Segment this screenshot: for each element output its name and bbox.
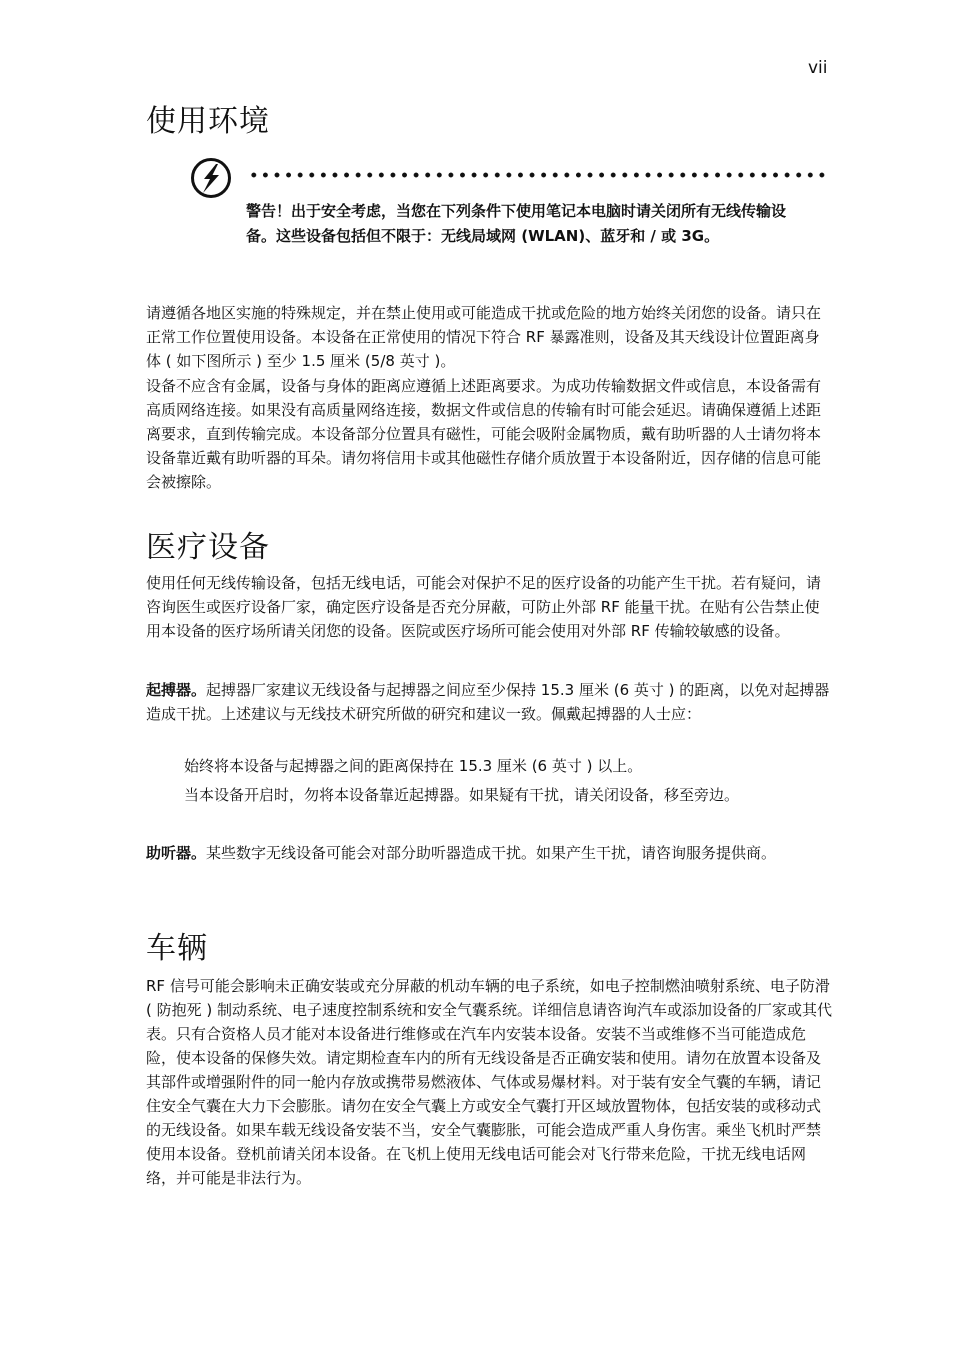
vehicles-paragraph-1: RF 信号可能会影响未正确安装或充分屏蔽的机动车辆的电子系统，如电子控制燃油喷射系统、电子防滑 ( 防抱死 ) 制动系统、电子速度控制系统和安全气囊系统。详细信息请咨询汽车或添加设备的厂家或其代表。只有合资格人员才能对本设备进行维修或在汽车内安装本设备。安装不当或维修不当可能造成危险，使本设备的保修失效。请定期检查车内的所有无线设备是否正确安装和使用。请勿在放置本设备及其部件或增强附件的同一舱内存放或携带易燃液体、气体或易爆材料。对于装有安全气囊的车辆，请记住安全气囊在大力下会膨胀。请勿在安全气囊上方或安全气囊打开区域放置物体，包括安装的或移动式的无线设备。如果车载无线设备安装不当，安全气囊膨胀，可能会造成严重人身伤害。乘坐飞机时严禁使用本设备。登机前请关闭本设备。在飞机上使用无线电话可能会对飞行带来危险，干扰无线电话网络，并可能是非法行为。 [146,977,833,1187]
environment-paragraph-2: 设备不应含有金属，设备与身体的距离应遵循上述距离要求。为成功传输数据文件或信息，本设备需有高质网络连接。如果没有高质量网络连接，数据文件或信息的传输有时可能会延迟。请确保遵循上述距离要求，直到传输完成。本设备部分位置具有磁性，可能会吸附金属物质，戴有助听器的人士请勿将本设备靠近戴有助听器的耳朵。请勿将信用卡或其他磁性存储介质放置于本设备附近，因存储的信息可能会被擦除。 [146,377,822,491]
warning-text: 警告！出于安全考虑，当您在下列条件下使用笔记本电脑时请关闭所有无线传输设备。这些设备包括但不限于：无线局域网 (WLAN)、蓝牙和 / 或 3G。 [246,202,787,245]
hearing-aid-text: 某些数字无线设备可能会对部分助听器造成干扰。如果产生干扰，请咨询服务提供商。 [206,844,777,862]
page-number: vii [808,58,828,78]
section-title-environment: 使用环境 [146,104,270,139]
section-title-medical: 医疗设备 [146,530,270,565]
pacemaker-bullet-2: 当本设备开启时，勿将本设备靠近起搏器。如果疑有干扰，请关闭设备，移至旁边。 [184,786,740,804]
environment-paragraph-1: 请遵循各地区实施的特殊规定，并在禁止使用或可能造成干扰或危险的地方始终关闭您的设备。请只在正常工作位置使用设备。本设备在正常使用的情况下符合 RF 暴露准则，设备及其天线设计位置距离身体 ( 如下图所示 ) 至少 1.5 厘米 (5/8 英寸 )。 [146,304,822,370]
warning-dotted-rule [248,172,830,178]
hearing-aid-paragraph [146,841,832,865]
warning-lightning-icon [190,157,232,199]
pacemaker-lead: 起搏器。 [146,681,207,699]
pacemaker-paragraph [146,678,832,726]
medical-paragraph-1: 使用任何无线传输设备，包括无线电话，可能会对保护不足的医疗设备的功能产生干扰。若有疑问，请咨询医生或医疗设备厂家，确定医疗设备是否充分屏蔽，可防止外部 RF 能量干扰。在贴有公告禁止使用本设备的医疗场所请关闭您的设备。医院或医疗场所可能会使用对外部 RF 传输较敏感的设备。 [146,574,822,640]
section-title-vehicles: 车辆 [146,931,208,966]
pacemaker-text: 起搏器厂家建议无线设备与起搏器之间应至少保持 15.3 厘米 (6 英寸 ) 的距离，以免对起搏器造成干扰。上述建议与无线技术研究所做的研究和建议一致。佩戴起搏器的人士应： [146,681,830,723]
hearing-aid-lead: 助听器。 [146,844,207,862]
pacemaker-bullet-1: 始终将本设备与起搏器之间的距离保持在 15.3 厘米 (6 英寸 ) 以上。 [184,757,643,775]
